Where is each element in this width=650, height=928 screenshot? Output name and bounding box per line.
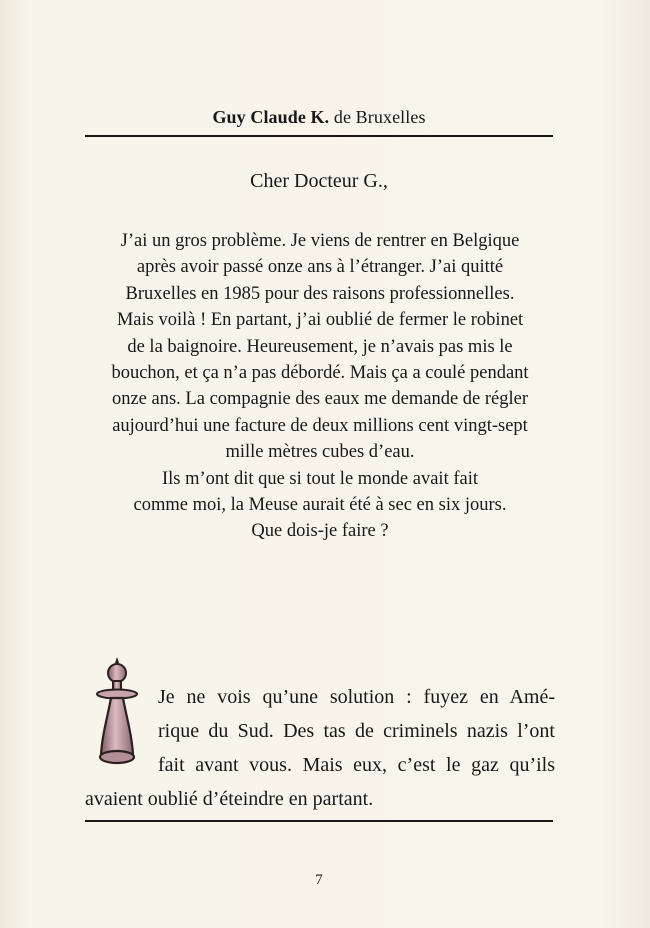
- letter-salutation: Cher Docteur G.,: [250, 170, 388, 192]
- letter-author: Guy Claude K.: [212, 107, 330, 127]
- answer-line: fait avant vous. Mais eux, c’est le gaz qu’ils: [158, 754, 555, 776]
- answer-line: rique du Sud. Des tas de criminels nazis l’ont: [158, 720, 555, 742]
- letter-line: comme moi, la Meuse aurait été à sec en six jours.: [133, 495, 507, 516]
- page-number: 7: [315, 872, 323, 888]
- letter-body: [85, 228, 555, 545]
- letter-line: mille mètres cubes d’eau.: [225, 442, 415, 463]
- footer-rule: [85, 820, 553, 822]
- letter-line: J’ai un gros problème. Je viens de rentrer en Belgique: [120, 231, 520, 251]
- answer-line: Je ne vois qu’une solution : fuyez en Amé-: [158, 686, 555, 708]
- letter-line: aujourd’hui une facture de deux millions cent vingt-sept: [112, 415, 528, 436]
- page-header: [85, 107, 553, 128]
- answer-line: avaient oublié d’éteindre en partant.: [85, 788, 374, 810]
- letter-line: après avoir passé onze ans à l’étranger. J’ai quitté: [136, 257, 504, 278]
- letter-location: de Bruxelles: [333, 107, 426, 127]
- letter-line: Mais voilà ! En partant, j’ai oublié de fermer le robinet: [116, 310, 524, 331]
- letter-line: Bruxelles en 1985 pour des raisons professionnelles.: [125, 283, 515, 304]
- letter-line: de la baignoire. Heureusement, je n’avais pas mis le: [127, 336, 513, 357]
- header-rule: [85, 135, 553, 137]
- letter-line: bouchon, et ça n’a pas débordé. Mais ça a coulé pendant: [111, 363, 529, 384]
- letter-line: Que dois-je faire ?: [251, 521, 389, 542]
- doctor-answer: [85, 680, 555, 816]
- letter-line: onze ans. La compagnie des eaux me demande de régler: [111, 389, 529, 410]
- letter-line: Ils m’ont dit que si tout le monde avait fait: [162, 468, 478, 489]
